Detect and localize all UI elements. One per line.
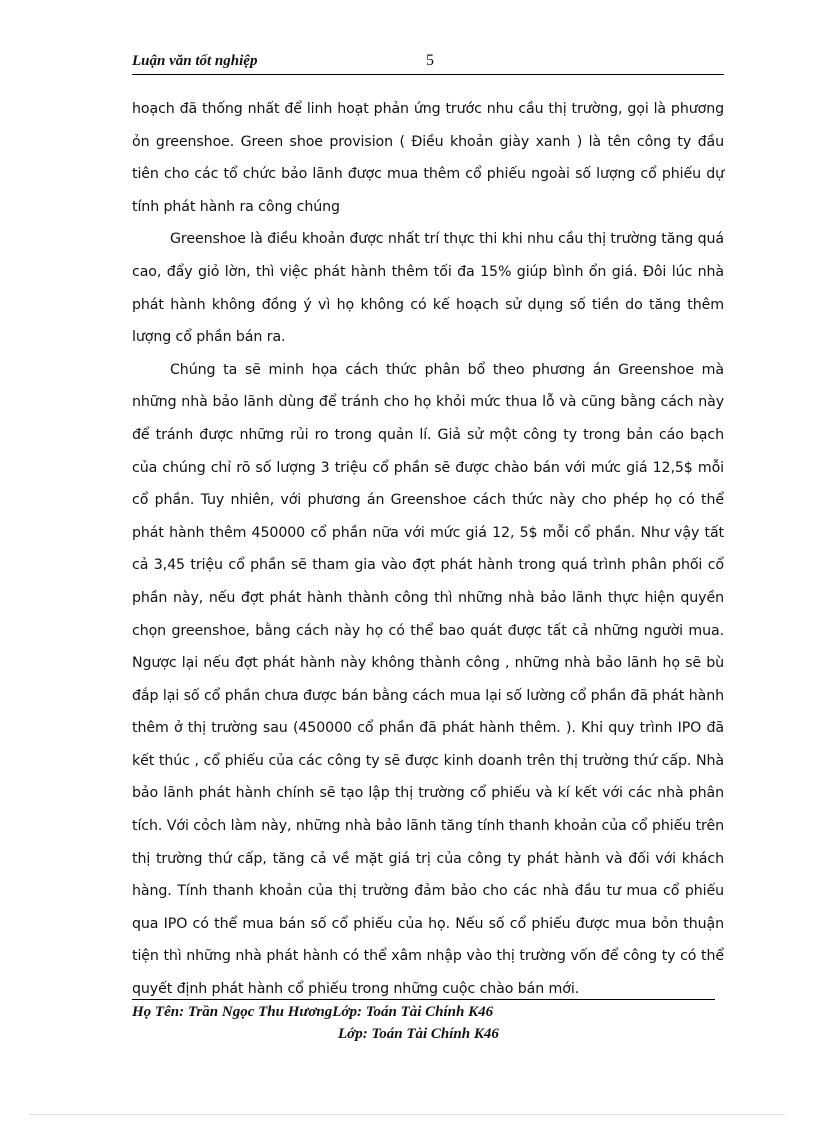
- paragraph-1: hoạch đã thống nhất để linh hoạt phản ứng trước nhu cầu thị trường, gọi là phương ỏn greenshoe. Green shoe provision ( Điều khoản giày xanh ) là tên công ty đầu tiên cho các tổ chức bảo lãnh được mua thêm cổ phiếu ngoài số lượng cổ phiếu dự tính phát hành ra công chúng: [132, 101, 724, 215]
- paragraph-2: Greenshoe là điều khoản được nhất trí thực thi khi nhu cầu thị trường tăng quá cao, đẩy giỏ lờn, thì việc phát hành thêm tối đa 15% giúp bình ổn giá. Đôi lúc nhà phát hành không đồng ý vì họ không có kế hoạch sử dụng số tiền do tăng thêm lượng cổ phần bán ra.: [132, 231, 724, 346]
- footer-author-line: Họ Tên: Trần Ngọc Thu HươngLớp: Toán Tài Chính K46: [132, 1004, 494, 1020]
- page-number: 5: [426, 52, 434, 69]
- page-header: [132, 50, 724, 75]
- page-body: [132, 93, 724, 1006]
- paragraph-3: Chúng ta sẽ minh họa cách thức phân bổ theo phương án Greenshoe mà những nhà bảo lãnh dùng để tránh cho họ khỏi mức thua lỗ và cũng bằng cách này để tránh được những rủi ro trong quản lí. Giả sử một công ty trong bản cáo bạch của chúng chỉ rõ số lượng 3 triệu cổ phần sẽ được chào bán với mức giá 12,5$ mỗi cổ phần. Tuy nhiên, với phương án Greenshoe cách thức này cho phép họ có thể phát hành thêm 450000 cổ phần nữa với mức giá 12, 5$ mỗi cổ phần. Như vậy tất cả 3,45 triệu cổ phần sẽ tham gia vào đợt phát hành trong quá trình phân phối cổ phần này, nếu đợt phát hành thành công thì những nhà bảo lãnh thực hiện quyền chọn greenshoe, bằng cách này họ có thể bao quát được tất cả những người mua. Ngược lại nếu đợt phát hành này không thành công , những nhà bảo lãnh họ sẽ bù đắp lại số cổ phần chưa được bán bằng cách mua lại số lường cổ phần đã phát hành thêm ở thị trường sau (450000 cổ phần đã phát hành thêm. ). Khi quy trình IPO đã kết thúc , cổ phiếu của các công ty sẽ được kinh doanh trên thị trường thứ cấp. Nhà bảo lãnh phát hành chính sẽ tạo lập thị trường cổ phiếu và kí kết với các nhà phân tích. Với cỏch làm này, những nhà bảo lãnh tăng tính thanh khoản của cổ phiếu trên thị trường thứ cấp, tăng cả về mặt giá trị của công ty phát hành và đối với khách hàng. Tính thanh khoản của thị trường đảm bảo cho các nhà đầu tư mua cổ phiếu qua IPO có thể mua bán số cổ phiếu của họ. Nếu số cổ phiếu được mua bỏn thuận tiện thì những nhà phát hành có thể xâm nhập vào thị trường vốn để công ty có thể quyết định phát hành cổ phiếu trong những cuộc chào bán mới.: [132, 361, 724, 998]
- header-title: Luận văn tốt nghiệp: [132, 53, 258, 69]
- footer-divider: [132, 999, 715, 1000]
- footer-class-line: Lớp: Toán Tài Chính K46: [338, 1026, 499, 1042]
- page-bottom-border: [30, 1114, 786, 1115]
